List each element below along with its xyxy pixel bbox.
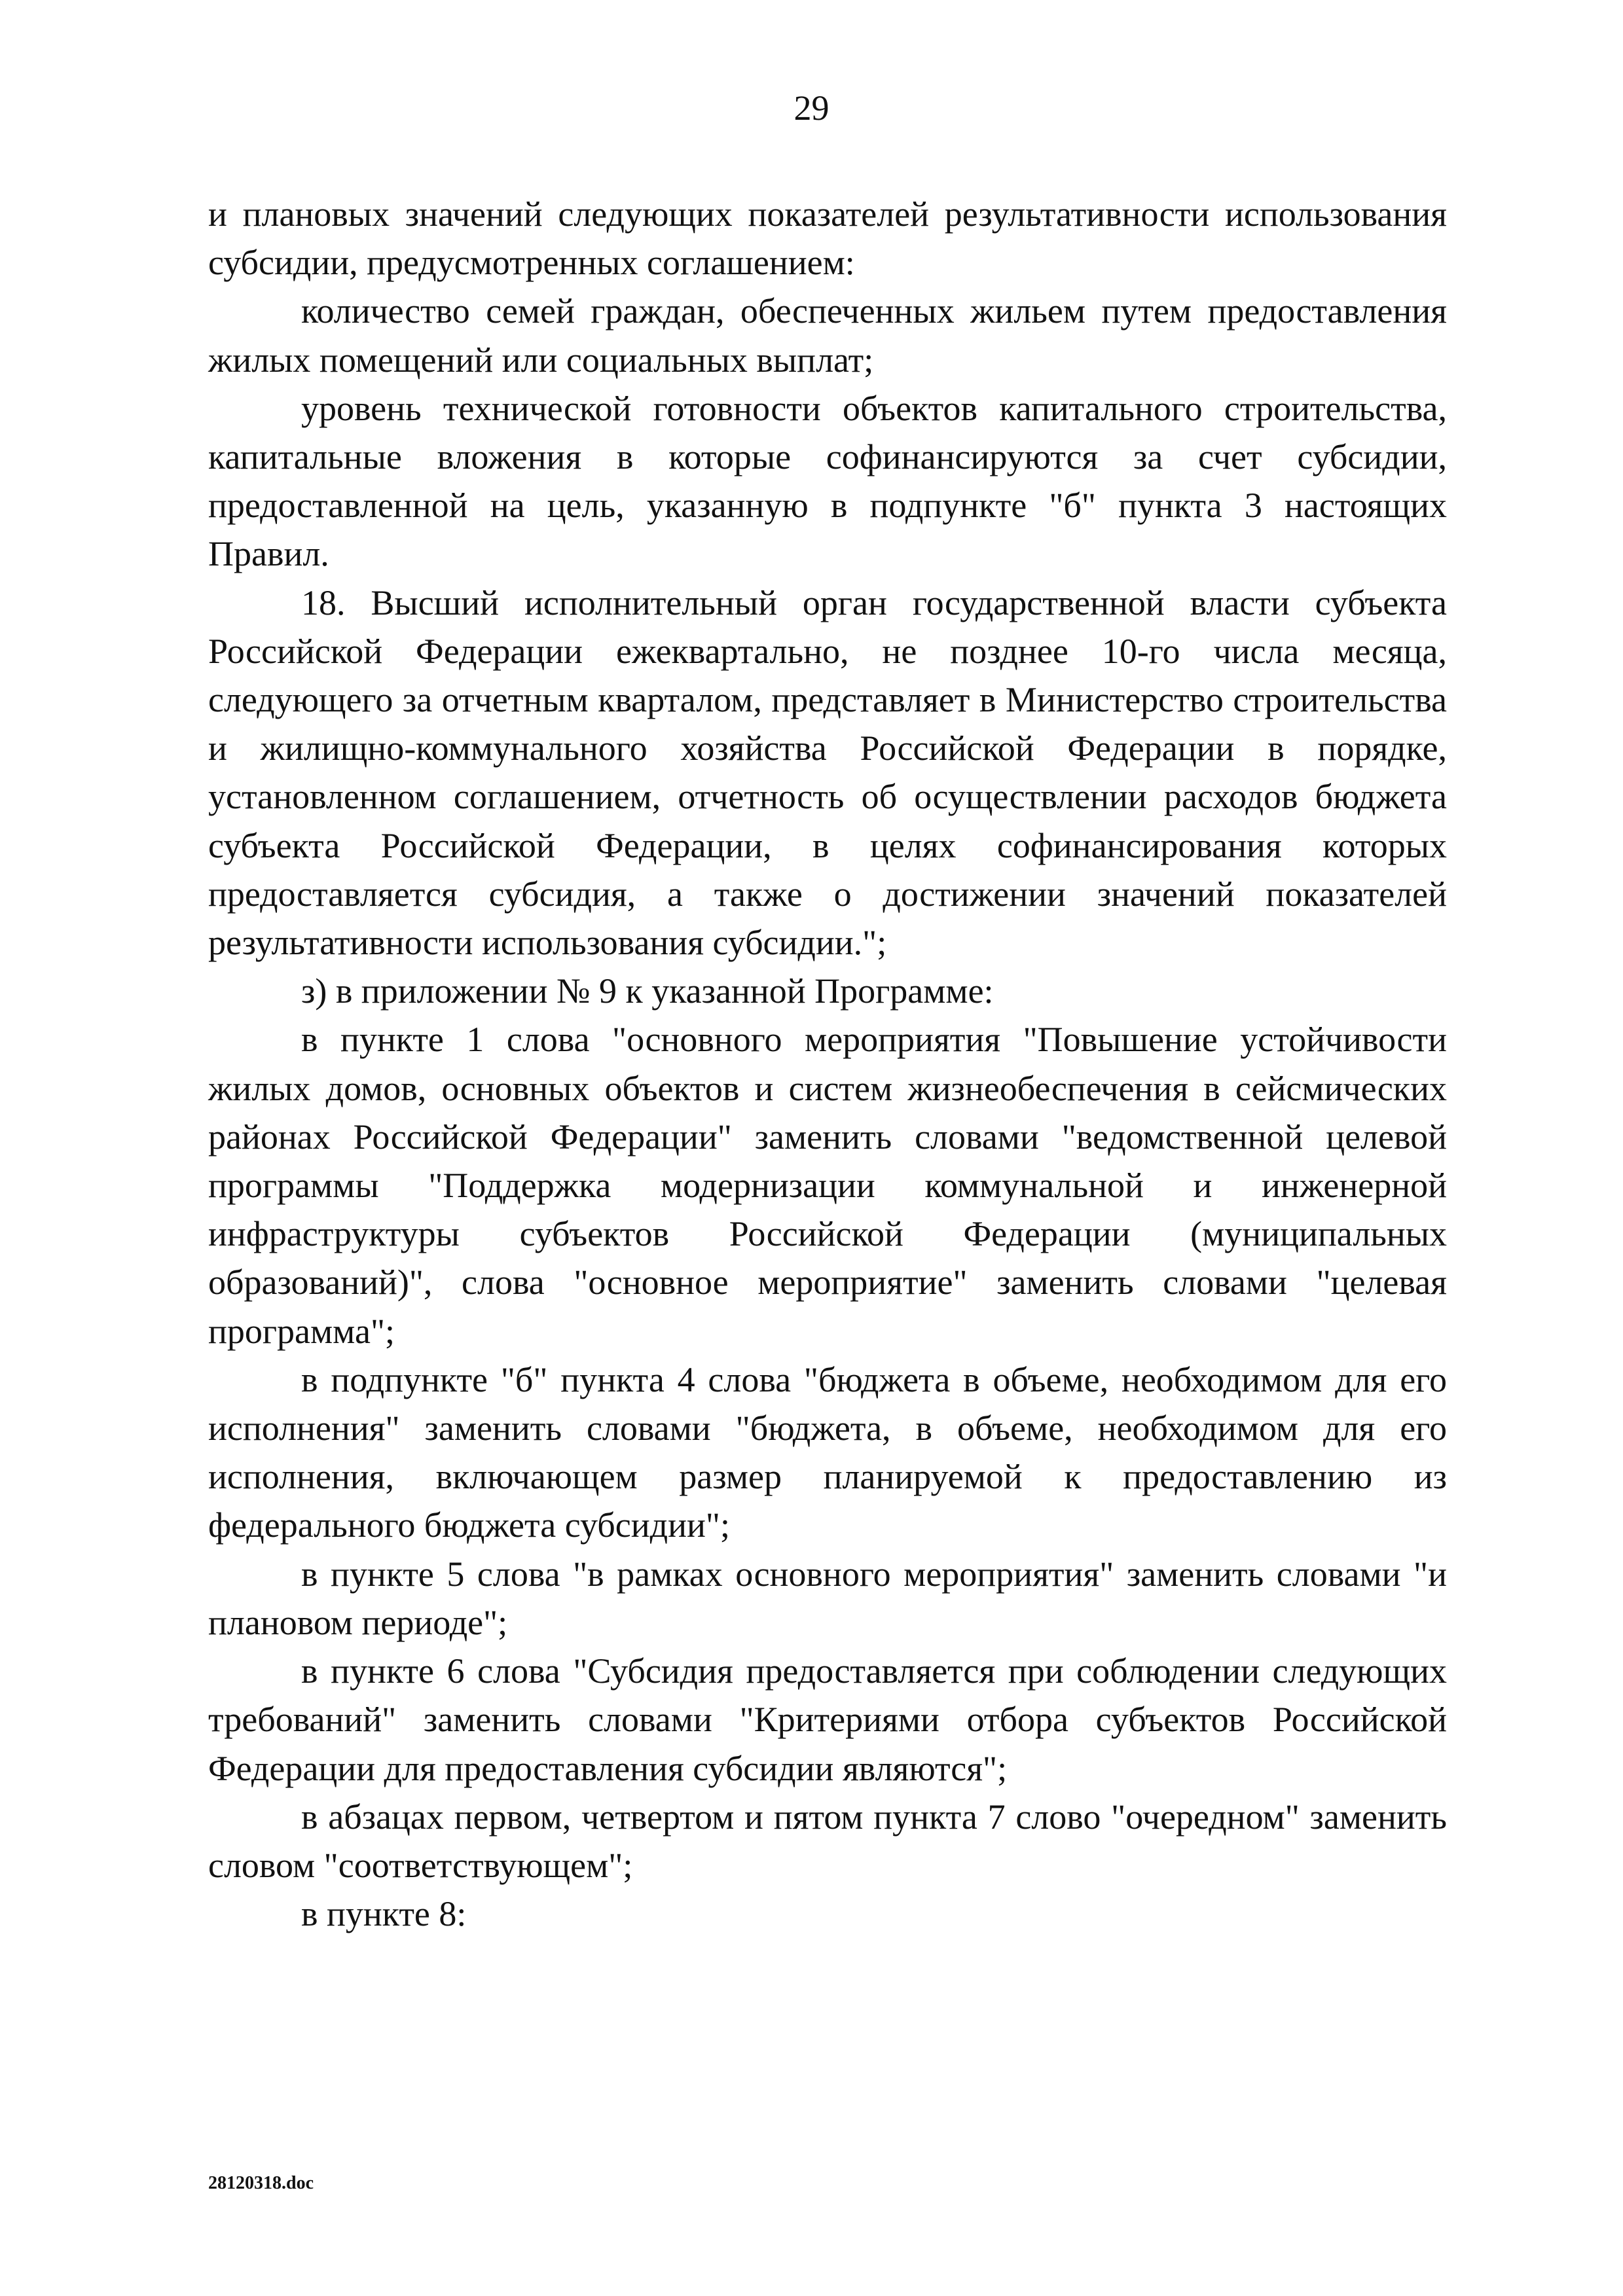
paragraph: количество семей граждан, обеспеченных жильем путем предоставления жилых помещений или социальных выплат; (208, 291, 1447, 380)
paragraph: з) в приложении № 9 к указанной Программе: (301, 971, 994, 1011)
paragraph: 18. Высший исполнительный орган государственной власти субъекта Российской Федерации ежеквартально, не позднее 10-го числа месяца, следующего за отчетным кварталом, представляет в Министерство строительства и жилищно-коммунального хозяйства Российской Федерации в порядке, установленном соглашением, отчетность об осуществлении расходов бюджета субъекта Российской Федерации, в целях софинансирования которых предоставляется субсидия, а также о достижении значений показателей результативности использования субсидии."; (208, 583, 1447, 963)
paragraph: в пункте 8: (301, 1894, 467, 1934)
paragraph: в абзацах первом, четвертом и пятом пункта 7 слово "очередном" заменить словом "соответствующем"; (208, 1797, 1447, 1885)
footer-filename: 28120318.doc (208, 2173, 314, 2193)
paragraph: уровень технической готовности объектов капитального строительства, капитальные вложения в которые софинансируются за счет субсидии, предоставленной на цель, указанную в подпункте "б" пункта 3 настоящих Правил. (208, 388, 1447, 574)
paragraph: и плановых значений следующих показателей результативности использования субсидии, предусмотренных соглашением: (208, 194, 1447, 283)
paragraph: в пункте 1 слова "основного мероприятия "Повышение устойчивости жилых домов, основных объектов и систем жизнеобеспечения в сейсмических районах Российской Федерации" заменить словами "ведомственной целевой программы "Поддержка модернизации коммунальной и инженерной инфраструктуры субъектов Российской Федерации (муниципальных образований)", слова "основное мероприятие" заменить словами "целевая программа"; (208, 1020, 1447, 1351)
page-number: 29 (793, 88, 830, 128)
document-body (208, 190, 1447, 1938)
paragraph: в пункте 5 слова "в рамках основного мероприятия" заменить словами "и плановом периоде"; (208, 1554, 1447, 1642)
paragraph: в пункте 6 слова "Субсидия предоставляется при соблюдении следующих требований" заменить словами "Критериями отбора субъектов Российской Федерации для предоставления субсидии являются"; (208, 1651, 1447, 1788)
paragraph: в подпункте "б" пункта 4 слова "бюджета в объеме, необходимом для его исполнения" заменить словами "бюджета, в объеме, необходимом для его исполнения, включающем размер планируемой к предоставлению из федерального бюджета субсидии"; (208, 1359, 1447, 1545)
